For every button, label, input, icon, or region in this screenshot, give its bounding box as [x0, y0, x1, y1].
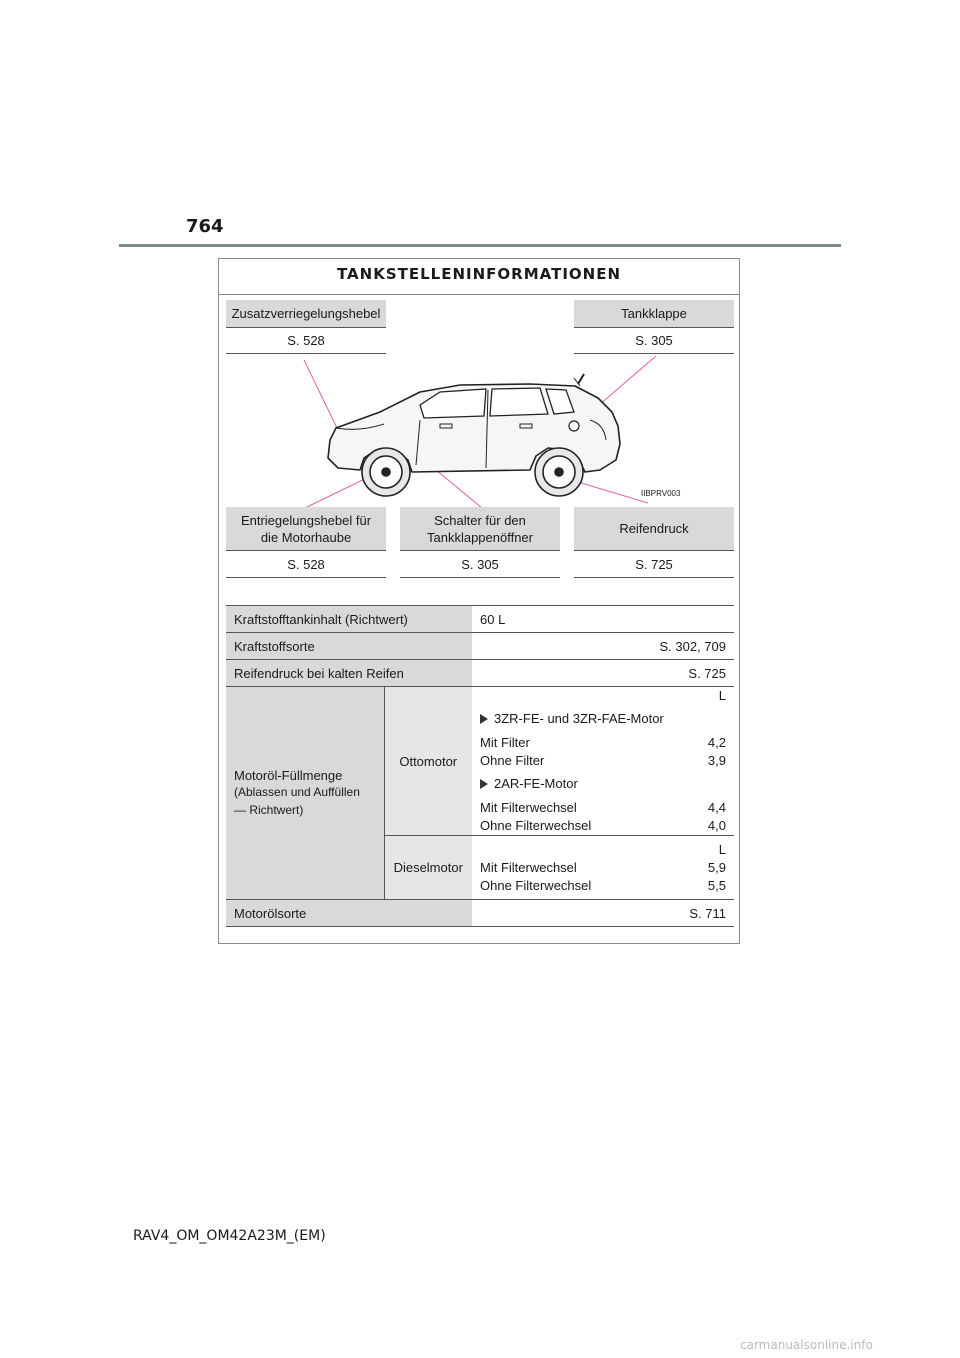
otto-engine1: 3ZR-FE- und 3ZR-FAE-Motor [494, 711, 664, 726]
oil-note-line2: — Richtwert) [234, 802, 304, 817]
oil-capacity-cell [226, 687, 384, 900]
section-title: TANKSTELLENINFORMATIONEN [336, 265, 622, 283]
page-number: 764 [186, 216, 224, 237]
otto-label: Ottomotor [384, 687, 472, 836]
tire-label: Reifendruck bei kalten Reifen [226, 660, 472, 687]
table-row [226, 900, 734, 927]
diesel-label: Dieselmotor [384, 836, 472, 900]
diesel-row1-value: 5,9 [707, 859, 726, 875]
otto-values [472, 687, 734, 836]
otto-e1-row2-value: 3,9 [707, 753, 726, 768]
callout-schalter-ref: S. 305 [400, 551, 560, 578]
table-row [226, 633, 734, 660]
tank-label: Kraftstofftankinhalt (Richtwert) [226, 606, 472, 633]
callout-zusatz-ref: S. 528 [226, 328, 386, 354]
diesel-unit: L [718, 841, 726, 857]
diesel-row2-value: 5,5 [707, 877, 726, 893]
callout-reifendruck-label: Reifendruck [574, 507, 734, 551]
oil-type-value: S. 711 [472, 900, 734, 927]
otto-e1-row1-label: Mit Filter [480, 735, 530, 750]
specs-table [226, 605, 734, 927]
otto-e1-row1-value: 4,2 [707, 735, 726, 750]
otto-e2-row1-value: 4,4 [707, 800, 726, 815]
callout-motorhaube-line2: die Motorhaube [260, 529, 352, 545]
otto-e1-row2-label: Ohne Filter [480, 753, 545, 768]
tire-value: S. 725 [472, 660, 734, 687]
oil-label: Motoröl-Füllmenge [234, 767, 343, 783]
oil-note-line1: (Ablassen und Auffüllen [234, 784, 360, 799]
callout-zusatz-label: Zusatzverriegelungshebel [226, 300, 386, 328]
callout-tankklappe-label: Tankklappe [574, 300, 734, 328]
callout-schalter-line1: Schalter für den [434, 512, 526, 528]
watermark: carmanualsonline.info [740, 1338, 873, 1352]
callout-tankklappe-ref: S. 305 [574, 328, 734, 354]
tank-value: 60 L [472, 606, 734, 633]
callout-motorhaube-line1: Entriegelungshebel für [240, 512, 372, 528]
otto-unit: L [718, 688, 726, 703]
callout-schalter-label [400, 507, 560, 551]
diesel-row1-label: Mit Filterwechsel [480, 859, 577, 875]
oil-type-label: Motorölsorte [226, 900, 472, 927]
otto-e2-row2-label: Ohne Filterwechsel [480, 818, 592, 833]
fuel-value: S. 302, 709 [472, 633, 734, 660]
table-row [226, 660, 734, 687]
footer-code: RAV4_OM_OM42A23M_(EM) [133, 1228, 326, 1244]
otto-e2-row1-label: Mit Filterwechsel [480, 800, 577, 815]
table-row [226, 606, 734, 633]
callout-reifendruck-ref: S. 725 [574, 551, 734, 578]
triangle-bullet-icon [480, 779, 488, 789]
diesel-values [472, 836, 734, 900]
callout-motorhaube-ref: S. 528 [226, 551, 386, 578]
callout-schalter-line2: Tankklappenöffner [426, 529, 533, 545]
otto-engine2: 2AR-FE-Motor [494, 776, 578, 791]
image-code: IIBPRV003 [641, 489, 681, 498]
table-row [226, 687, 734, 836]
diesel-row2-label: Ohne Filterwechsel [480, 877, 592, 893]
triangle-bullet-icon [480, 714, 488, 724]
fuel-label: Kraftstoffsorte [226, 633, 472, 660]
otto-e2-row2-value: 4,0 [707, 818, 726, 833]
callout-motorhaube-label [226, 507, 386, 551]
